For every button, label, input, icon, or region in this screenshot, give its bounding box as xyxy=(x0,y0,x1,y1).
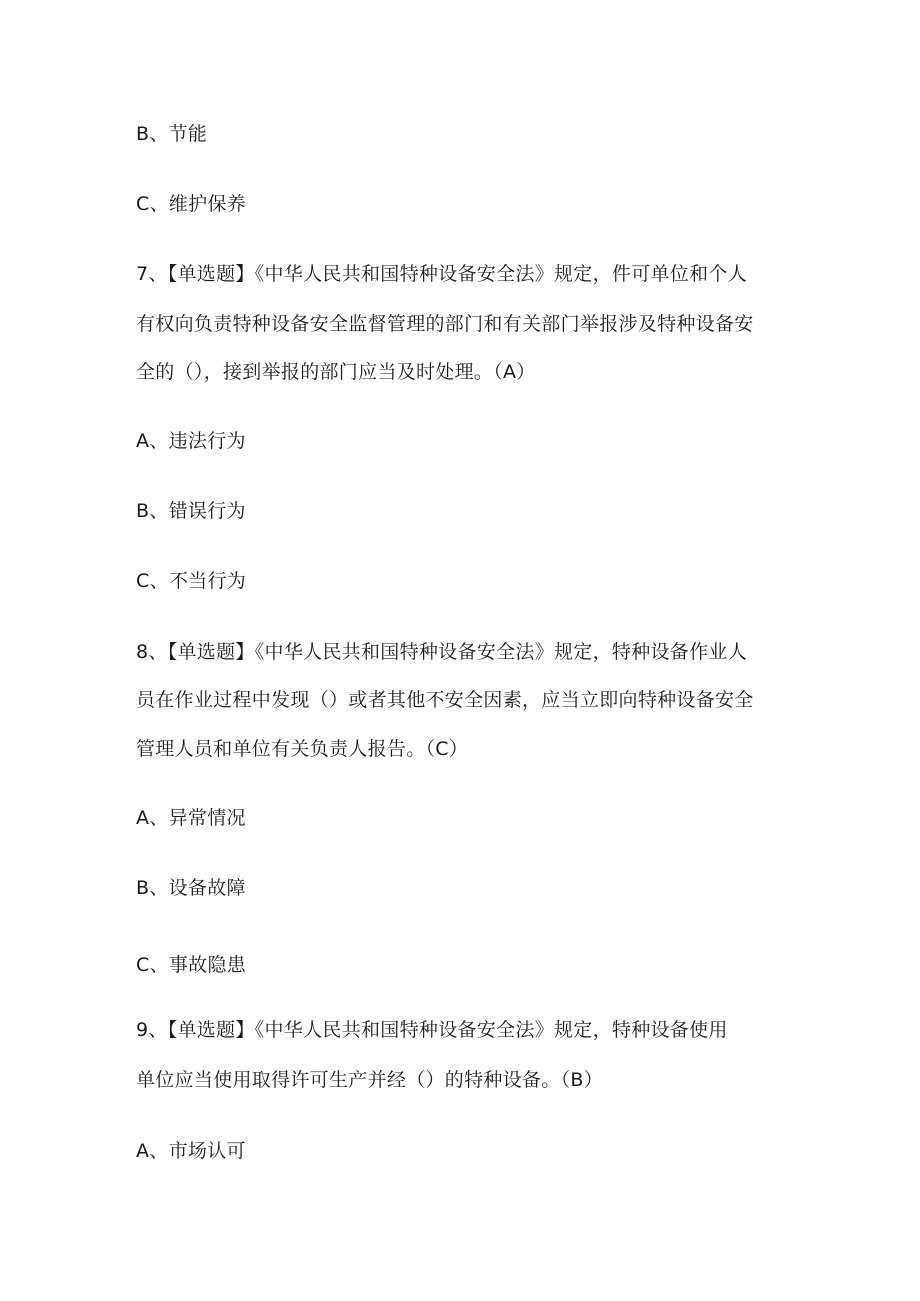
q9-text-line-2: 单位应当使用取得许可生产并经（）的特种设备。（B） xyxy=(136,1069,604,1091)
q8-option-a: A、异常情况 xyxy=(136,807,246,829)
q7-option-c: C、不当行为 xyxy=(136,570,247,592)
q7-option-a: A、违法行为 xyxy=(136,430,246,452)
q9-option-a: A、市场认可 xyxy=(136,1140,246,1162)
q8-option-b: B、设备故障 xyxy=(136,877,246,899)
q8-option-c: C、事故隐患 xyxy=(136,954,247,976)
q8-text-line-1: 8、【单选题】《中华人民共和国特种设备安全法》规定，特种设备作业人 xyxy=(136,641,747,663)
q6-option-c: C、维护保养 xyxy=(136,193,247,215)
q7-text-line-2: 有权向负责特种设备安全监督管理的部门和有关部门举报涉及特种设备安 xyxy=(136,313,754,335)
q7-option-b: B、错误行为 xyxy=(136,500,246,522)
q9-text-line-1: 9、【单选题】《中华人民共和国特种设备安全法》规定，特种设备使用 xyxy=(136,1019,728,1041)
q8-text-line-3: 管理人员和单位有关负责人报告。（C） xyxy=(136,738,469,760)
q7-text-line-1: 7、【单选题】《中华人民共和国特种设备安全法》规定，件可单位和个人 xyxy=(136,263,747,285)
q8-text-line-2: 员在作业过程中发现（）或者其他不安全因素，应当立即向特种设备安全 xyxy=(136,689,754,711)
q6-option-b: B、节能 xyxy=(136,123,208,145)
q7-text-line-3: 全的（），接到举报的部门应当及时处理。（A） xyxy=(136,361,536,383)
